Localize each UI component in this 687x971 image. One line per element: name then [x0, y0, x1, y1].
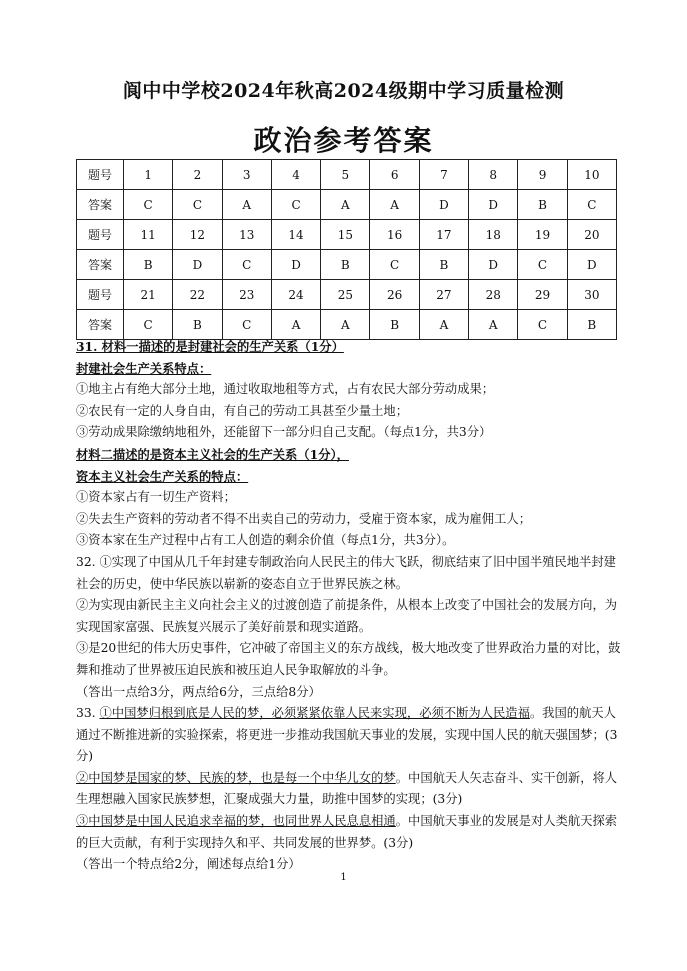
q32-scoring-note: （答出一点给3分，两点给6分，三点给8分）	[76, 684, 321, 699]
question-number-label: 题号	[77, 220, 124, 250]
answer-cell: D	[271, 250, 320, 280]
answer-cell: D	[173, 250, 222, 280]
question-number-cell: 13	[222, 220, 271, 250]
q31-point: ②失去生产资料的劳动者不得不出卖自己的劳动力，受雇于资本家，成为雇佣工人；	[76, 511, 531, 526]
q32-point: 32. ①实现了中国从几千年封建专制政治向人民民主的伟大飞跃，彻底结束了旧中国半殖民地半封建社会的历史，使中华民族以崭新的姿态自立于世界民族之林。	[76, 554, 616, 591]
question-number-cell: 21	[124, 280, 173, 310]
question-number-cell: 26	[370, 280, 419, 310]
question-number-cell: 9	[518, 160, 567, 190]
question-number-cell: 22	[173, 280, 222, 310]
answer-label: 答案	[77, 250, 124, 280]
q31-point: ③劳动成果除缴纳地租外，还能留下一部分归自己支配。（每点1分，共3分）	[76, 425, 492, 440]
question-number-cell: 6	[370, 160, 419, 190]
answer-cell: B	[419, 250, 468, 280]
answer-cell: B	[518, 190, 567, 220]
answer-cell: A	[321, 310, 370, 340]
answer-row	[77, 190, 617, 220]
q31-point: ①资本家占有一切生产资料；	[76, 490, 236, 505]
question-number-cell: 27	[419, 280, 468, 310]
answer-cell: A	[419, 310, 468, 340]
answer-cell: A	[222, 190, 271, 220]
answer-content	[76, 336, 621, 876]
q31-point: ①地主占有绝大部分土地，通过收取地租等方式，占有农民大部分劳动成果；	[76, 382, 495, 397]
answer-cell: D	[567, 250, 616, 280]
question-number-cell: 29	[518, 280, 567, 310]
document-subtitle: 政治参考答案	[253, 124, 434, 157]
q31-feudal-title: 封建社会生产关系特点：	[76, 360, 212, 376]
question-number-cell: 25	[321, 280, 370, 310]
answer-cell: B	[124, 250, 173, 280]
question-number-cell: 4	[271, 160, 320, 190]
question-number-cell: 8	[469, 160, 518, 190]
document-title: 阆中中学校2024年秋高2024级期中学习质量检测	[122, 80, 565, 102]
answer-label: 答案	[77, 190, 124, 220]
answer-cell: B	[370, 310, 419, 340]
answer-cell: C	[222, 250, 271, 280]
q31-heading: 31. 材料一描述的是封建社会的生产关系（1分）	[76, 339, 344, 354]
answer-row	[77, 250, 617, 280]
q31-material-two: 材料二描述的是资本主义社会的生产关系（1分），	[76, 446, 349, 462]
answer-cell: D	[469, 250, 518, 280]
question-number-cell: 23	[222, 280, 271, 310]
question-number-cell: 30	[567, 280, 616, 310]
question-number-cell: 5	[321, 160, 370, 190]
answer-cell: B	[321, 250, 370, 280]
answer-cell: C	[271, 190, 320, 220]
answer-cell: C	[518, 310, 567, 340]
q31-capitalist-title: 资本主义社会生产关系的特点：	[76, 468, 249, 484]
question-number-row	[77, 160, 617, 190]
question-number-cell: 19	[518, 220, 567, 250]
answer-cell: D	[419, 190, 468, 220]
question-number-label: 题号	[77, 280, 124, 310]
answer-cell: C	[173, 190, 222, 220]
question-number-cell: 11	[124, 220, 173, 250]
question-number-cell: 16	[370, 220, 419, 250]
question-number-cell: 1	[124, 160, 173, 190]
q33-point: ③中国梦是中国人民追求幸福的梦，也同世界人民息息相通。中国航天事业的发展是对人类航天探索的巨大贡献，有利于实现持久和平、共同发展的世界梦。(3分)	[76, 814, 618, 850]
question-number-cell: 20	[567, 220, 616, 250]
question-number-cell: 3	[222, 160, 271, 190]
answer-cell: A	[321, 190, 370, 220]
q33-scoring-note: （答出一个特点给2分，阐述每点给1分）	[76, 857, 301, 872]
question-number-cell: 17	[419, 220, 468, 250]
question-number-cell: 24	[271, 280, 320, 310]
question-number-row	[77, 280, 617, 310]
answer-cell: C	[567, 190, 616, 220]
q33-point: 33. ①中国梦归根到底是人民的梦，必须紧紧依靠人民来实现，必须不断为人民造福。我国的航天人通过不断推进新的实验探索，将更进一步推动我国航天事业的发展，实现中国人民的航天强国梦；(3分)	[76, 706, 618, 764]
question-number-cell: 12	[173, 220, 222, 250]
answer-cell: D	[469, 190, 518, 220]
question-number-row	[77, 220, 617, 250]
answer-cell: B	[173, 310, 222, 340]
answer-cell: C	[518, 250, 567, 280]
page-number: 1	[340, 872, 347, 883]
q31-point: ③资本家在生产过程中占有工人创造的剩余价值（每点1分，共3分）。	[76, 533, 455, 548]
answer-cell: A	[271, 310, 320, 340]
question-number-cell: 14	[271, 220, 320, 250]
answer-table	[76, 159, 617, 340]
answer-row	[77, 310, 617, 340]
answer-cell: B	[567, 310, 616, 340]
question-number-cell: 2	[173, 160, 222, 190]
question-number-cell: 28	[469, 280, 518, 310]
answer-cell: C	[124, 310, 173, 340]
question-number-cell: 18	[469, 220, 518, 250]
answer-cell: A	[370, 190, 419, 220]
q32-point: ③是20世纪的伟大历史事件，它冲破了帝国主义的东方战线，极大地改变了世界政治力量的对比，鼓舞和推动了世界被压迫民族和被压迫人民争取解放的斗争。	[76, 641, 621, 677]
answer-label: 答案	[77, 310, 124, 340]
q31-point: ②农民有一定的人身自由，有自己的劳动工具甚至少量土地；	[76, 403, 409, 418]
question-number-cell: 10	[567, 160, 616, 190]
q32-point: ②为实现由新民主主义向社会主义的过渡创造了前提条件，从根本上改变了中国社会的发展方向，为实现国家富强、民族复兴展示了美好前景和现实道路。	[76, 598, 618, 634]
answer-cell: C	[370, 250, 419, 280]
q33-point: ②中国梦是国家的梦、民族的梦，也是每一个中华儿女的梦。中国航天人矢志奋斗、实干创新，将人生理想融入国家民族梦想，汇聚成强大力量，助推中国梦的实现；(3分)	[76, 770, 618, 807]
question-number-cell: 7	[419, 160, 468, 190]
question-number-cell: 15	[321, 220, 370, 250]
answer-cell: A	[469, 310, 518, 340]
question-number-label: 题号	[77, 160, 124, 190]
answer-cell: C	[124, 190, 173, 220]
answer-cell: C	[222, 310, 271, 340]
